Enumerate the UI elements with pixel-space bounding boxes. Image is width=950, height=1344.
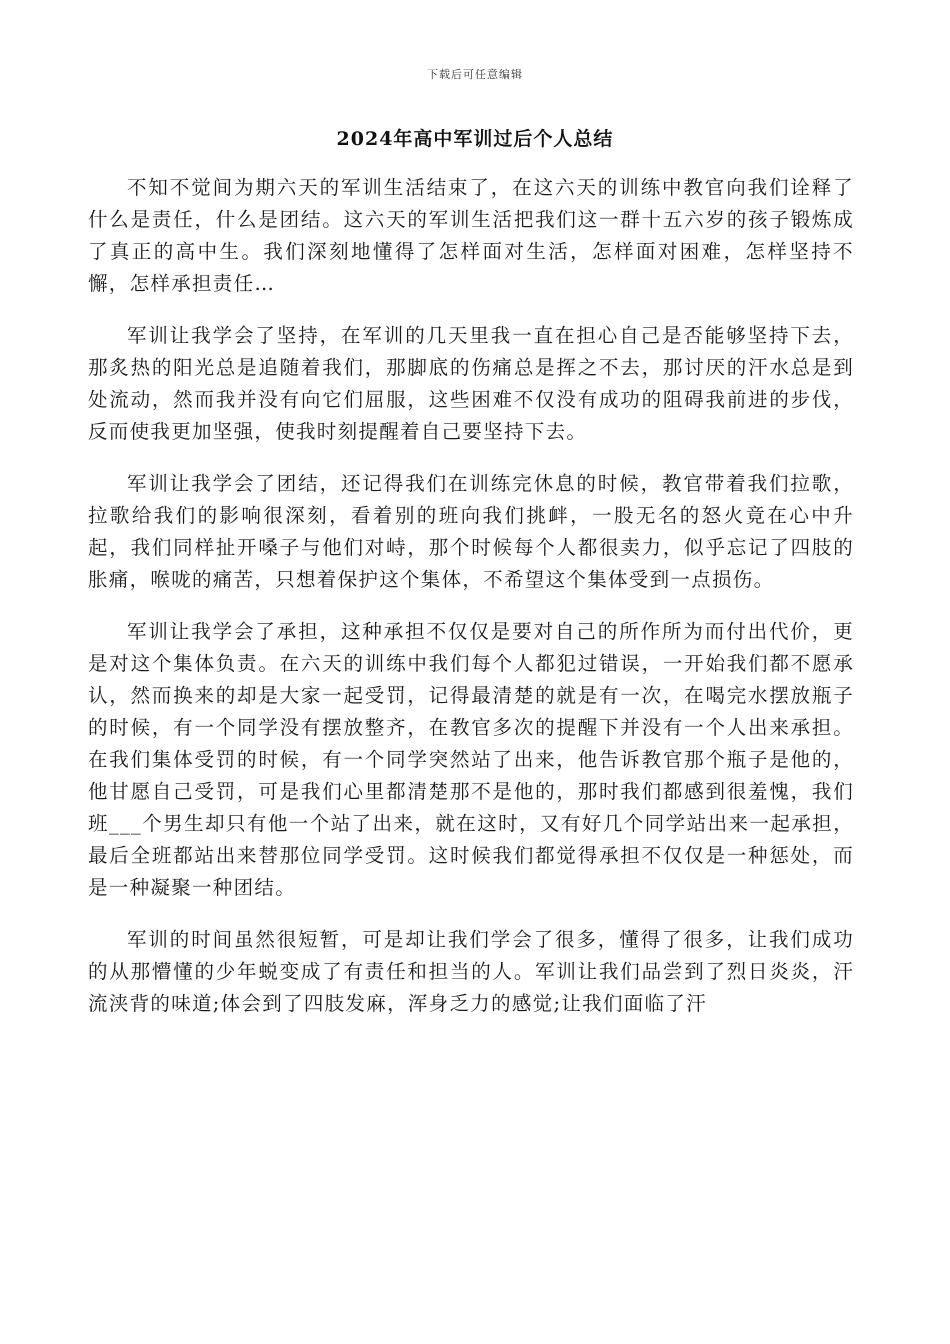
paragraph-responsibility: 军训让我学会了承担，这种承担不仅仅是要对自己的所作所为而付出代价，更是对这个集体负责。在六天的训练中我们每个人都犯过错误，一开始我们都不愿承认，然而换来的却是大家一起受罚，记得最清楚的就是有一次，在喝完水摆放瓶子的时候，有一个同学没有摆放整齐，在教官多次的提醒下并没有一个人出来承担。在我们集体受罚的时候，有一个同学突然站了出来，他告诉教官那个瓶子是他的，他甘愿自己受罚，可是我们心里都清楚那不是他的，那时我们都感到很羞愧，我们班___个男生却只有他一个站了出来，就在这时，又有好几个同学站出来一起承担，最后全班都站出来替那位同学受罚。这时候我们都觉得承担不仅仅是一种惩处，而是一种凝聚一种团结。 [88, 620, 854, 899]
paragraph-intro: 不知不觉间为期六天的军训生活结束了，在这六天的训练中教官向我们诠释了什么是责任，什么是团结。这六天的军训生活把我们这一群十五六岁的孩子锻炼成了真正的高中生。我们深刻地懂得了怎样面对生活，怎样面对困难，怎样坚持不懈，怎样承担责任… [88, 176, 854, 295]
paragraph-persistence: 军训让我学会了坚持，在军训的几天里我一直在担心自己是否能够坚持下去，那炙热的阳光总是追随着我们，那脚底的伤痛总是挥之不去，那讨厌的汗水总是到处流动，然而我并没有向它们屈服，这些困难不仅没有成功的阻碍我前进的步伐，反而使我更加坚强，使我时刻提醒着自己要坚持下去。 [88, 324, 854, 443]
document-body [88, 172, 854, 1040]
header-note: 下载后可任意编辑 [427, 68, 523, 81]
document-title: 2024年高中军训过后个人总结 [336, 128, 614, 150]
paragraph-conclusion: 军训的时间虽然很短暂，可是却让我们学会了很多，懂得了很多，让我们成功的从那懵懂的少年蜕变成了有责任和担当的人。军训让我们品尝到了烈日炎炎，汗流浃背的味道;体会到了四肢发麻，浑身乏力的感觉;让我们面临了汗 [88, 928, 854, 1015]
paragraph-unity: 军训让我学会了团结，还记得我们在训练完休息的时候，教官带着我们拉歌，拉歌给我们的影响很深刻，看着别的班向我们挑衅，一股无名的怒火竟在心中升起，我们同样扯开嗓子与他们对峙，那个时候每个人都很卖力，似乎忘记了四肢的胀痛，喉咙的痛苦，只想着保护这个集体，不希望这个集体受到一点损伤。 [88, 472, 854, 591]
